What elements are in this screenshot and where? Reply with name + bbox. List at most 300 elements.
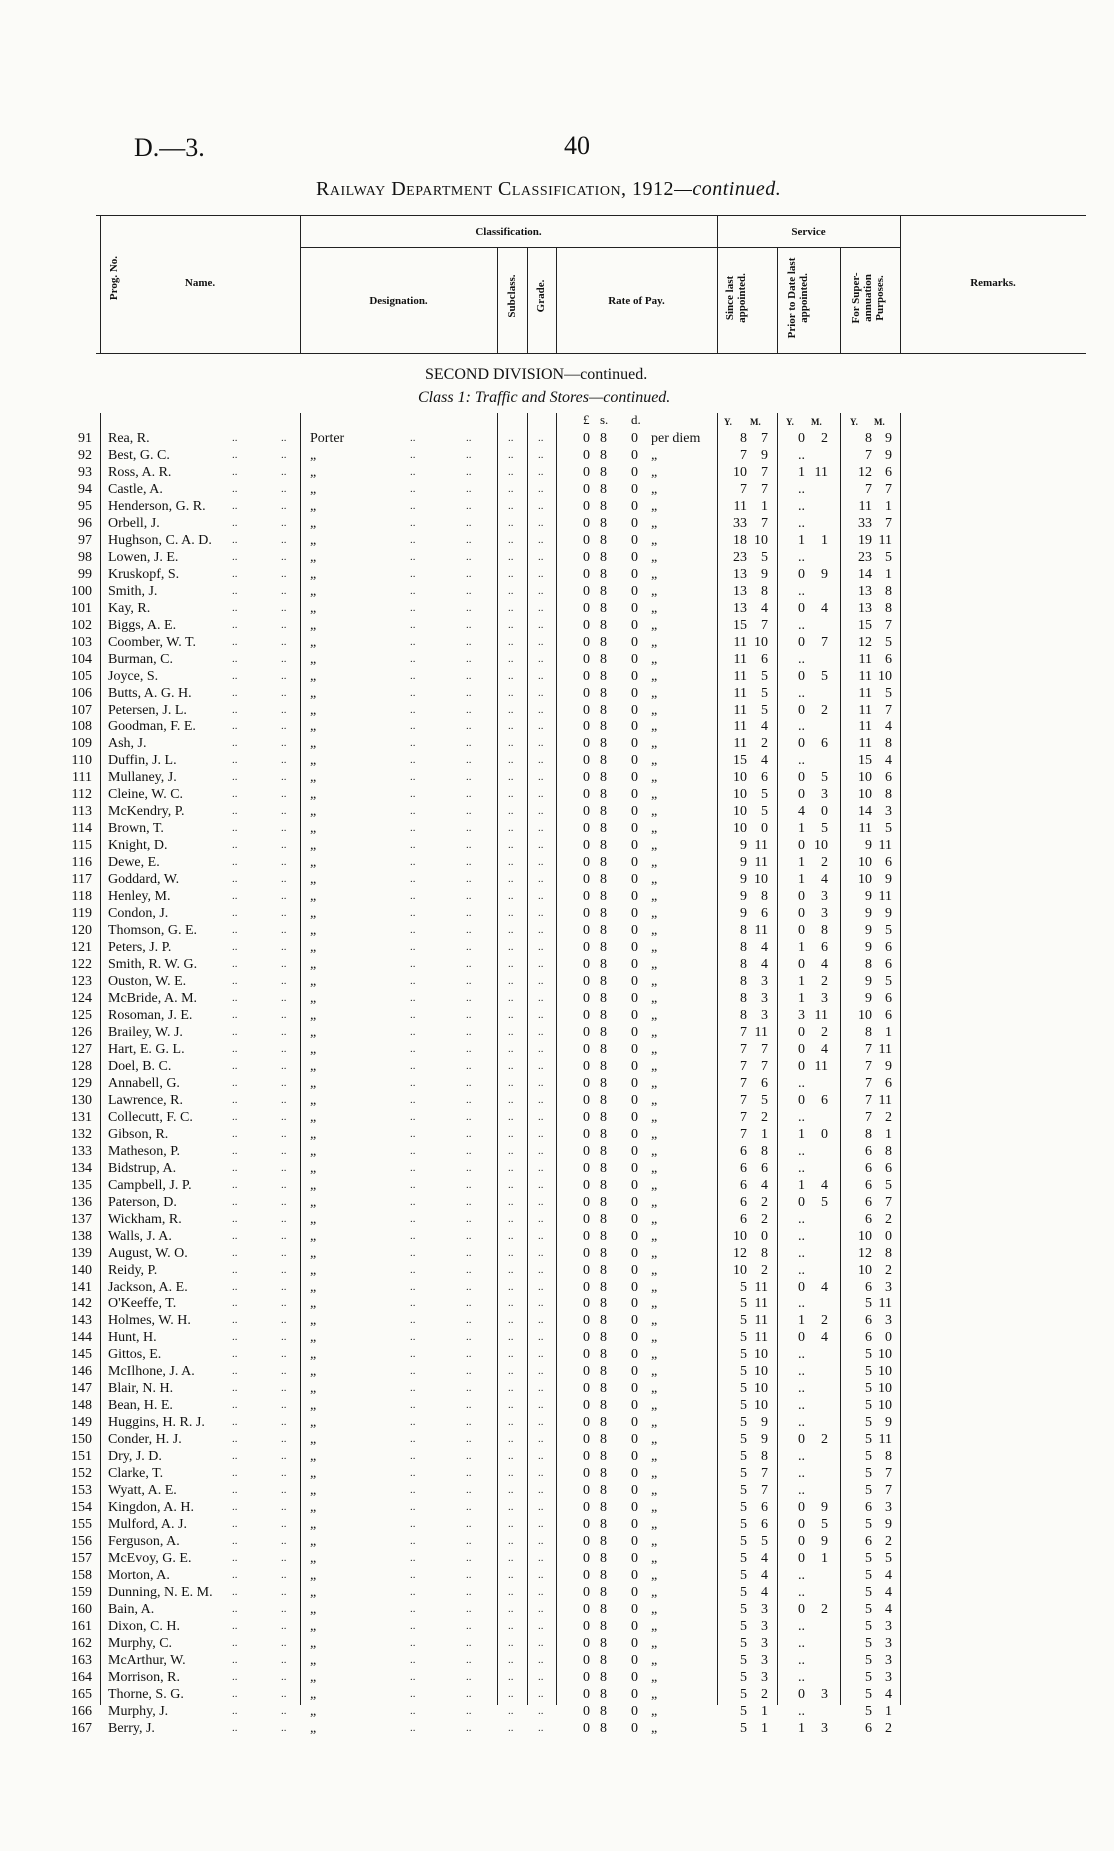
since-years-cell: 13: [733, 566, 747, 582]
pay-unit-cell: „: [651, 498, 658, 514]
leader-dots: ..: [466, 822, 472, 835]
table-row: [0, 1720, 1114, 1737]
since-years-cell: 7: [740, 1024, 747, 1040]
prior-years-cell: ..: [798, 1618, 805, 1634]
designation-cell: „: [310, 685, 317, 701]
prog-no-cell: 124: [71, 991, 92, 1006]
designation-cell: „: [310, 481, 317, 497]
pay-pounds-cell: 0: [583, 1398, 590, 1414]
prior-years-cell: 0: [798, 906, 805, 922]
leader-dots: ..: [281, 771, 287, 784]
table-row: [0, 1618, 1114, 1635]
designation-cell: „: [310, 838, 317, 854]
pay-shillings-cell: 8: [600, 1584, 607, 1600]
name-cell: Biggs, A. E.: [108, 617, 177, 633]
super-years-cell: 6: [865, 1330, 872, 1346]
subclass-cell: ..: [508, 1518, 514, 1531]
name-cell: Walls, J. A.: [108, 1228, 172, 1244]
prior-months-cell: 3: [821, 1720, 828, 1736]
prog-no-cell: 109: [71, 736, 92, 752]
subclass-cell: ..: [508, 448, 514, 461]
prior-months-cell: 2: [821, 974, 828, 990]
prior-years-cell: ..: [798, 1584, 805, 1600]
pay-pence-cell: 0: [631, 923, 638, 939]
prog-no-cell: 100: [71, 583, 92, 599]
since-months-cell: 9: [761, 447, 768, 463]
pay-pounds-cell: 0: [583, 583, 590, 599]
header-superannuation: For Super-annuation Purposes.: [850, 272, 886, 324]
pay-pence-cell: 0: [631, 600, 638, 616]
designation-cell: „: [310, 957, 317, 973]
leader-dots: ..: [410, 873, 416, 886]
leader-dots: ..: [410, 1450, 416, 1463]
leader-dots: ..: [466, 890, 472, 903]
leader-dots: ..: [466, 1416, 472, 1429]
leader-dots: ..: [466, 1687, 472, 1700]
leader-dots: ..: [232, 788, 238, 801]
leader-dots: ..: [232, 771, 238, 784]
prog-no-cell: 108: [71, 719, 92, 735]
designation-cell: „: [310, 1584, 317, 1600]
since-months-cell: 1: [761, 1720, 768, 1736]
super-years-cell: 11: [858, 719, 872, 735]
super-months-cell: 5: [885, 634, 892, 650]
since-years-cell: 7: [740, 447, 747, 463]
table-row: [0, 854, 1114, 871]
prior-months-cell: 2: [821, 1432, 828, 1448]
prog-no-cell: 96: [78, 515, 92, 531]
subclass-cell: ..: [508, 1416, 514, 1429]
since-months-cell: 8: [761, 583, 768, 599]
leader-dots: ..: [281, 1348, 287, 1361]
pay-shillings-cell: 8: [600, 634, 607, 650]
pay-shillings-cell: 8: [600, 566, 607, 582]
pay-pence-cell: 0: [631, 1567, 638, 1583]
since-years-cell: 6: [740, 1143, 747, 1159]
super-months-cell: 4: [885, 719, 892, 735]
pay-unit-cell: „: [651, 1347, 658, 1363]
pay-pounds-cell: 0: [583, 1296, 590, 1312]
grade-cell: ..: [538, 1246, 544, 1259]
prog-no-cell: 155: [71, 1517, 92, 1533]
prior-years-cell: 1: [798, 1720, 805, 1736]
pay-shillings-cell: 8: [600, 736, 607, 752]
prior-years-cell: 1: [798, 940, 805, 956]
since-months-cell: 4: [761, 957, 768, 973]
since-months-cell: 4: [761, 1551, 768, 1567]
leader-dots: ..: [281, 754, 287, 767]
leader-dots: ..: [232, 703, 238, 716]
since-years-cell: 5: [740, 1618, 747, 1634]
leader-dots: ..: [281, 1568, 287, 1581]
prior-years-cell: ..: [798, 651, 805, 667]
leader-dots: ..: [466, 1552, 472, 1565]
name-cell: Cleine, W. C.: [108, 787, 184, 803]
leader-dots: ..: [281, 1382, 287, 1395]
table-row: [0, 447, 1114, 464]
super-months-cell: 7: [885, 1466, 892, 1482]
pay-shillings-cell: 8: [600, 1415, 607, 1431]
super-years-cell: 6: [865, 1720, 872, 1736]
leader-dots: ..: [281, 737, 287, 750]
prior-years-cell: ..: [798, 1364, 805, 1380]
super-months-cell: 5: [885, 821, 892, 837]
designation-cell: „: [310, 1041, 317, 1057]
pay-unit-cell: „: [651, 1211, 658, 1227]
pay-pence-cell: 0: [631, 821, 638, 837]
since-years-cell: 9: [740, 838, 747, 854]
leader-dots: ..: [466, 533, 472, 546]
leader-dots: ..: [281, 822, 287, 835]
prior-years-cell: ..: [798, 617, 805, 633]
prog-no-cell: 99: [78, 566, 92, 582]
super-years-cell: 9: [865, 940, 872, 956]
grade-cell: ..: [538, 1687, 544, 1700]
since-months-cell: 3: [761, 1618, 768, 1634]
subclass-cell: ..: [508, 1195, 514, 1208]
pay-shillings-cell: 8: [600, 1398, 607, 1414]
leader-dots: ..: [232, 1467, 238, 1480]
super-months-cell: 0: [885, 1228, 892, 1244]
pay-pounds-cell: 0: [583, 1177, 590, 1193]
subclass-cell: ..: [508, 1602, 514, 1615]
leader-dots: ..: [410, 1602, 416, 1615]
since-months-cell: 11: [754, 1296, 768, 1312]
designation-cell: „: [310, 1313, 317, 1329]
name-cell: Doel, B. C.: [108, 1058, 172, 1074]
leader-dots: ..: [466, 771, 472, 784]
pay-shillings-cell: 8: [600, 1500, 607, 1516]
super-years-cell: 7: [865, 1109, 872, 1125]
pay-unit-cell: „: [651, 787, 658, 803]
prog-no-cell: 103: [71, 634, 92, 650]
prior-months-cell: 6: [821, 1092, 828, 1108]
leader-dots: ..: [232, 1178, 238, 1191]
prog-no-cell: 129: [71, 1075, 92, 1091]
prog-no-cell: 141: [71, 1279, 92, 1295]
since-months-cell: 4: [761, 719, 768, 735]
pay-unit-cell: „: [651, 974, 658, 990]
since-years-cell: 5: [740, 1381, 747, 1397]
prior-years-cell: 0: [798, 1092, 805, 1108]
since-years-cell: 11: [733, 719, 747, 735]
table-row: [0, 905, 1114, 922]
super-years-cell: 10: [858, 770, 872, 786]
leader-dots: ..: [466, 1025, 472, 1038]
prior-years-cell: 1: [798, 532, 805, 548]
leader-dots: ..: [466, 737, 472, 750]
leader-dots: ..: [466, 1229, 472, 1242]
since-years-cell: 7: [740, 1075, 747, 1091]
pay-shillings-cell: 8: [600, 481, 607, 497]
grade-cell: ..: [538, 924, 544, 937]
since-years-cell: 10: [733, 770, 747, 786]
leader-dots: ..: [466, 1653, 472, 1666]
grade-cell: ..: [538, 856, 544, 869]
prog-no-cell: 94: [78, 481, 92, 497]
pay-pence-cell: 0: [631, 1347, 638, 1363]
leader-dots: ..: [410, 771, 416, 784]
super-years-cell: 11: [858, 736, 872, 752]
designation-cell: „: [310, 1601, 317, 1617]
designation-cell: „: [310, 447, 317, 463]
pay-unit-cell: „: [651, 515, 658, 531]
subclass-cell: ..: [508, 1280, 514, 1293]
super-months-cell: 6: [885, 464, 892, 480]
leader-dots: ..: [232, 550, 238, 563]
pay-pounds-cell: 0: [583, 1686, 590, 1702]
pay-shillings-cell: 8: [600, 1517, 607, 1533]
name-cell: Orbell, J.: [108, 515, 160, 531]
name-cell: Annabell, G.: [108, 1075, 180, 1091]
pay-shillings-cell: 8: [600, 617, 607, 633]
since-years-cell: 9: [740, 872, 747, 888]
grade-cell: ..: [538, 1093, 544, 1106]
prog-no-cell: 163: [71, 1652, 92, 1668]
designation-cell: „: [310, 1483, 317, 1499]
prog-no-cell: 122: [71, 957, 92, 973]
pay-shillings-cell: 8: [600, 1024, 607, 1040]
leader-dots: ..: [466, 1568, 472, 1581]
subclass-cell: ..: [508, 1348, 514, 1361]
prior-years-cell: 0: [798, 1024, 805, 1040]
leader-dots: ..: [281, 1059, 287, 1072]
since-years-cell: 12: [733, 1245, 747, 1261]
grade-cell: ..: [538, 448, 544, 461]
leader-dots: ..: [410, 737, 416, 750]
grade-cell: ..: [538, 1144, 544, 1157]
super-months-cell: 3: [885, 1635, 892, 1651]
leader-dots: ..: [232, 1110, 238, 1123]
pay-unit-cell: „: [651, 1398, 658, 1414]
since-months-cell: 7: [761, 1041, 768, 1057]
leader-dots: ..: [281, 805, 287, 818]
header-grade: Grade.: [535, 279, 547, 313]
subclass-cell: ..: [508, 1212, 514, 1225]
header-service: Service: [791, 226, 826, 238]
prior-years-cell: 0: [798, 1041, 805, 1057]
super-years-cell: 8: [865, 1024, 872, 1040]
leader-dots: ..: [281, 1127, 287, 1140]
super-months-cell: 6: [885, 1160, 892, 1176]
super-years-cell: 5: [865, 1517, 872, 1533]
since-months-cell: 5: [761, 702, 768, 718]
leader-dots: ..: [410, 1653, 416, 1666]
prior-years-cell: 1: [798, 991, 805, 1006]
since-months-cell: 7: [761, 1058, 768, 1074]
leader-dots: ..: [232, 432, 238, 444]
since-years-cell: 9: [740, 889, 747, 905]
prior-years-cell: 0: [798, 770, 805, 786]
table-row: [0, 1092, 1114, 1109]
prog-no-cell: 131: [71, 1109, 92, 1125]
subclass-cell: ..: [508, 754, 514, 767]
pay-unit-cell: „: [651, 583, 658, 599]
leader-dots: ..: [232, 1501, 238, 1514]
pay-pence-cell: 0: [631, 804, 638, 820]
prior-months-cell: 4: [821, 1041, 828, 1057]
pay-unit-cell: „: [651, 923, 658, 939]
leader-dots: ..: [410, 924, 416, 937]
table-row: [0, 651, 1114, 668]
prog-no-cell: 142: [71, 1296, 92, 1312]
leader-dots: ..: [410, 652, 416, 665]
pay-pounds-cell: 0: [583, 651, 590, 667]
name-cell: Dunning, N. E. M.: [108, 1584, 213, 1600]
pay-shillings-cell: 8: [600, 1228, 607, 1244]
prog-no-cell: 152: [71, 1466, 92, 1482]
leader-dots: ..: [232, 975, 238, 988]
leader-dots: ..: [466, 1076, 472, 1089]
prior-years-cell: 1: [798, 821, 805, 837]
leader-dots: ..: [410, 1093, 416, 1106]
name-cell: Mullaney, J.: [108, 770, 177, 786]
subclass-cell: ..: [508, 1059, 514, 1072]
table-row: [0, 1109, 1114, 1126]
grade-cell: ..: [538, 601, 544, 614]
super-months-cell: 8: [885, 583, 892, 599]
pay-pence-cell: 0: [631, 1007, 638, 1023]
super-months-cell: 5: [885, 1177, 892, 1193]
leader-dots: ..: [281, 1687, 287, 1700]
pay-unit-cell: „: [651, 1058, 658, 1074]
grade-cell: ..: [538, 1416, 544, 1429]
subclass-cell: ..: [508, 1535, 514, 1548]
pay-unit-cell: „: [651, 770, 658, 786]
leader-dots: ..: [410, 720, 416, 733]
leader-dots: ..: [410, 788, 416, 801]
designation-cell: „: [310, 583, 317, 599]
since-years-cell: 8: [740, 974, 747, 990]
pay-pence-cell: 0: [631, 651, 638, 667]
pay-pounds-cell: 0: [583, 991, 590, 1006]
leader-dots: ..: [232, 516, 238, 529]
pay-pounds-cell: 0: [583, 1211, 590, 1227]
leader-dots: ..: [466, 1501, 472, 1514]
pay-pounds-cell: 0: [583, 1415, 590, 1431]
pay-unit-cell: „: [651, 1143, 658, 1159]
since-months-cell: 3: [761, 1652, 768, 1668]
prior-years-cell: 0: [798, 957, 805, 973]
subclass-cell: ..: [508, 958, 514, 971]
leader-dots: ..: [281, 1518, 287, 1531]
pay-shillings-cell: 8: [600, 1126, 607, 1142]
designation-cell: „: [310, 1398, 317, 1414]
table-row: [0, 1516, 1114, 1533]
leader-dots: ..: [410, 703, 416, 716]
since-years-cell: 5: [740, 1652, 747, 1668]
designation-cell: „: [310, 1500, 317, 1516]
leader-dots: ..: [410, 1382, 416, 1395]
super-months-cell: 3: [885, 1652, 892, 1668]
name-cell: Brailey, W. J.: [108, 1024, 183, 1040]
page-title: [316, 178, 781, 201]
pay-pounds-cell: 0: [583, 1194, 590, 1210]
super-months-cell: 6: [885, 651, 892, 667]
super-months-cell: 11: [878, 532, 892, 548]
designation-cell: „: [310, 1669, 317, 1685]
leader-dots: ..: [281, 1314, 287, 1327]
leader-dots: ..: [281, 1110, 287, 1123]
prior-years-cell: 0: [798, 787, 805, 803]
prog-no-cell: 140: [71, 1262, 92, 1278]
leader-dots: ..: [466, 499, 472, 512]
subclass-cell: ..: [508, 1704, 514, 1717]
pay-pence-cell: 0: [631, 940, 638, 956]
leader-dots: ..: [281, 856, 287, 869]
subclass-cell: ..: [508, 1110, 514, 1123]
grade-cell: ..: [538, 958, 544, 971]
name-cell: Castle, A.: [108, 481, 163, 497]
subclass-cell: ..: [508, 686, 514, 699]
super-years-cell: 12: [858, 634, 872, 650]
table-row: [0, 1601, 1114, 1618]
leader-dots: ..: [232, 822, 238, 835]
leader-dots: ..: [232, 754, 238, 767]
leader-dots: ..: [410, 1636, 416, 1649]
subclass-cell: ..: [508, 703, 514, 716]
pay-shillings-cell: 8: [600, 1720, 607, 1736]
since-years-cell: 5: [740, 1313, 747, 1329]
pay-unit-cell: „: [651, 1007, 658, 1023]
super-years-cell: 8: [865, 1126, 872, 1142]
pay-shillings-cell: 8: [600, 957, 607, 973]
unit-months: M.: [750, 417, 761, 427]
leader-dots: ..: [281, 788, 287, 801]
super-years-cell: 15: [858, 753, 872, 769]
table-row: [0, 566, 1114, 583]
pay-unit-cell: „: [651, 940, 658, 956]
table-row: [0, 1211, 1114, 1228]
subclass-cell: ..: [508, 975, 514, 988]
leader-dots: ..: [410, 975, 416, 988]
prior-years-cell: 0: [798, 1194, 805, 1210]
leader-dots: ..: [410, 1365, 416, 1378]
subclass-cell: ..: [508, 1042, 514, 1055]
super-months-cell: 5: [885, 685, 892, 701]
super-months-cell: 9: [885, 431, 892, 446]
leader-dots: ..: [466, 1008, 472, 1021]
name-cell: Blair, N. H.: [108, 1381, 174, 1397]
super-years-cell: 7: [865, 1075, 872, 1091]
since-months-cell: 1: [761, 498, 768, 514]
table-row: [0, 1363, 1114, 1380]
prior-years-cell: ..: [798, 515, 805, 531]
pay-unit-cell: „: [651, 685, 658, 701]
prior-years-cell: 0: [798, 1279, 805, 1295]
pay-unit-cell: „: [651, 566, 658, 582]
name-cell: Hart, E. G. L.: [108, 1041, 185, 1057]
leader-dots: ..: [410, 1670, 416, 1683]
since-months-cell: 4: [761, 1584, 768, 1600]
prog-no-cell: 137: [71, 1211, 92, 1227]
table-row: [0, 1245, 1114, 1262]
prior-years-cell: ..: [798, 1109, 805, 1125]
prior-months-cell: 5: [821, 821, 828, 837]
leader-dots: ..: [466, 975, 472, 988]
pay-unit-cell: „: [651, 1669, 658, 1685]
super-years-cell: 5: [865, 1432, 872, 1448]
name-cell: Coomber, W. T.: [108, 634, 196, 650]
table-row: [0, 1465, 1114, 1482]
super-months-cell: 11: [878, 889, 892, 905]
pay-unit-cell: „: [651, 1109, 658, 1125]
leader-dots: ..: [466, 1467, 472, 1480]
pay-pence-cell: 0: [631, 1584, 638, 1600]
leader-dots: ..: [466, 941, 472, 954]
pay-unit-cell: „: [651, 1126, 658, 1142]
grade-cell: ..: [538, 1552, 544, 1565]
